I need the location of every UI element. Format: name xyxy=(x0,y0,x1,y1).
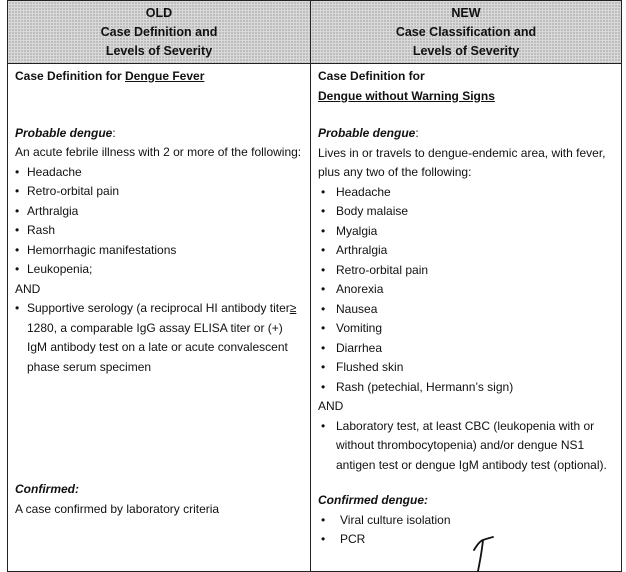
header-old xyxy=(8,1,311,64)
handwritten-check-mark xyxy=(470,534,500,572)
old-case-definition-name: Dengue Fever xyxy=(125,69,205,83)
list-item: • Leukopenia; xyxy=(15,260,304,280)
list-item: • Rash xyxy=(15,221,304,241)
old-probable-heading xyxy=(15,124,304,144)
list-item: • PCR xyxy=(318,530,615,550)
list-item: • Diarrhea xyxy=(318,339,615,359)
old-case-definition xyxy=(15,67,304,87)
list-item: • Headache xyxy=(318,183,615,203)
new-probable-title: Probable dengue xyxy=(318,126,416,140)
list-item: • Nausea xyxy=(318,300,615,320)
list-item: • Arthralgia xyxy=(15,202,304,222)
list-item: • Viral culture isolation xyxy=(318,511,615,531)
old-probable-intro: An acute febrile illness with 2 or more of the following: xyxy=(15,145,302,159)
new-lab-list xyxy=(318,417,615,476)
old-probable-colon: : xyxy=(112,125,116,140)
header-old-line: OLD xyxy=(145,5,173,20)
old-confirmed-title: Confirmed: xyxy=(15,482,79,496)
new-confirmed-title: Confirmed dengue: xyxy=(318,493,428,507)
new-case-definition-line1: Case Definition for xyxy=(318,69,425,83)
old-serology-list xyxy=(15,299,304,377)
header-old-line: Case Definition and xyxy=(100,24,218,39)
new-column xyxy=(311,64,622,572)
old-serology-a: Supportive serology (a reciprocal HI antibody titer xyxy=(27,301,290,315)
header-row xyxy=(8,1,622,64)
list-item: • Body malaise xyxy=(318,202,615,222)
new-probable-heading xyxy=(318,124,615,144)
list-item: • Retro-orbital pain xyxy=(15,182,304,202)
header-new xyxy=(311,1,622,64)
header-new-line: Levels of Severity xyxy=(412,43,520,58)
new-case-definition-name: Dengue without Warning Signs xyxy=(318,88,495,103)
old-probable-title: Probable dengue xyxy=(15,125,113,140)
old-serology xyxy=(15,299,304,377)
header-old-line: Levels of Severity xyxy=(105,43,213,58)
old-serology-b: 1280, a comparable IgG assay ELISA titer or (+) IgM antibody test on a late or acute convalescent phase serum specimen xyxy=(27,320,288,374)
old-serology-ge: ≥ xyxy=(289,301,297,315)
new-and: AND xyxy=(318,399,344,413)
new-lab-test: • Laboratory test, at least CBC (leukopenia with or without thrombocytopenia) and/or dengue NS1 antigen test or dengue IgM antibody test (optional). xyxy=(318,417,615,476)
list-item: • Headache xyxy=(15,163,304,183)
new-probable-colon: : xyxy=(415,126,419,140)
new-probable-intro: Lives in or travels to dengue-endemic area, with fever, plus any two of the following: xyxy=(318,145,606,179)
old-confirmed-text: A case confirmed by laboratory criteria xyxy=(15,501,220,516)
old-case-definition-prefix: Case Definition for xyxy=(15,69,126,83)
list-item: • Rash (petechial, Hermann’s sign) xyxy=(318,378,615,398)
list-item: • Myalgia xyxy=(318,222,615,242)
header-new-line: Case Classification and xyxy=(395,24,537,39)
list-item: • Vomiting xyxy=(318,319,615,339)
new-symptom-list xyxy=(318,183,615,398)
dengue-comparison-table xyxy=(7,0,622,572)
list-item: • Retro-orbital pain xyxy=(318,261,615,281)
old-column xyxy=(8,64,311,572)
list-item: • Anorexia xyxy=(318,280,615,300)
list-item: • Hemorrhagic manifestations xyxy=(15,241,304,261)
old-symptom-list xyxy=(15,163,304,280)
list-item: • Arthralgia xyxy=(318,241,615,261)
new-confirmed-list xyxy=(318,511,615,550)
header-new-line: NEW xyxy=(451,5,481,20)
old-and: AND xyxy=(15,281,41,296)
body-row xyxy=(8,64,622,572)
list-item: • Flushed skin xyxy=(318,358,615,378)
